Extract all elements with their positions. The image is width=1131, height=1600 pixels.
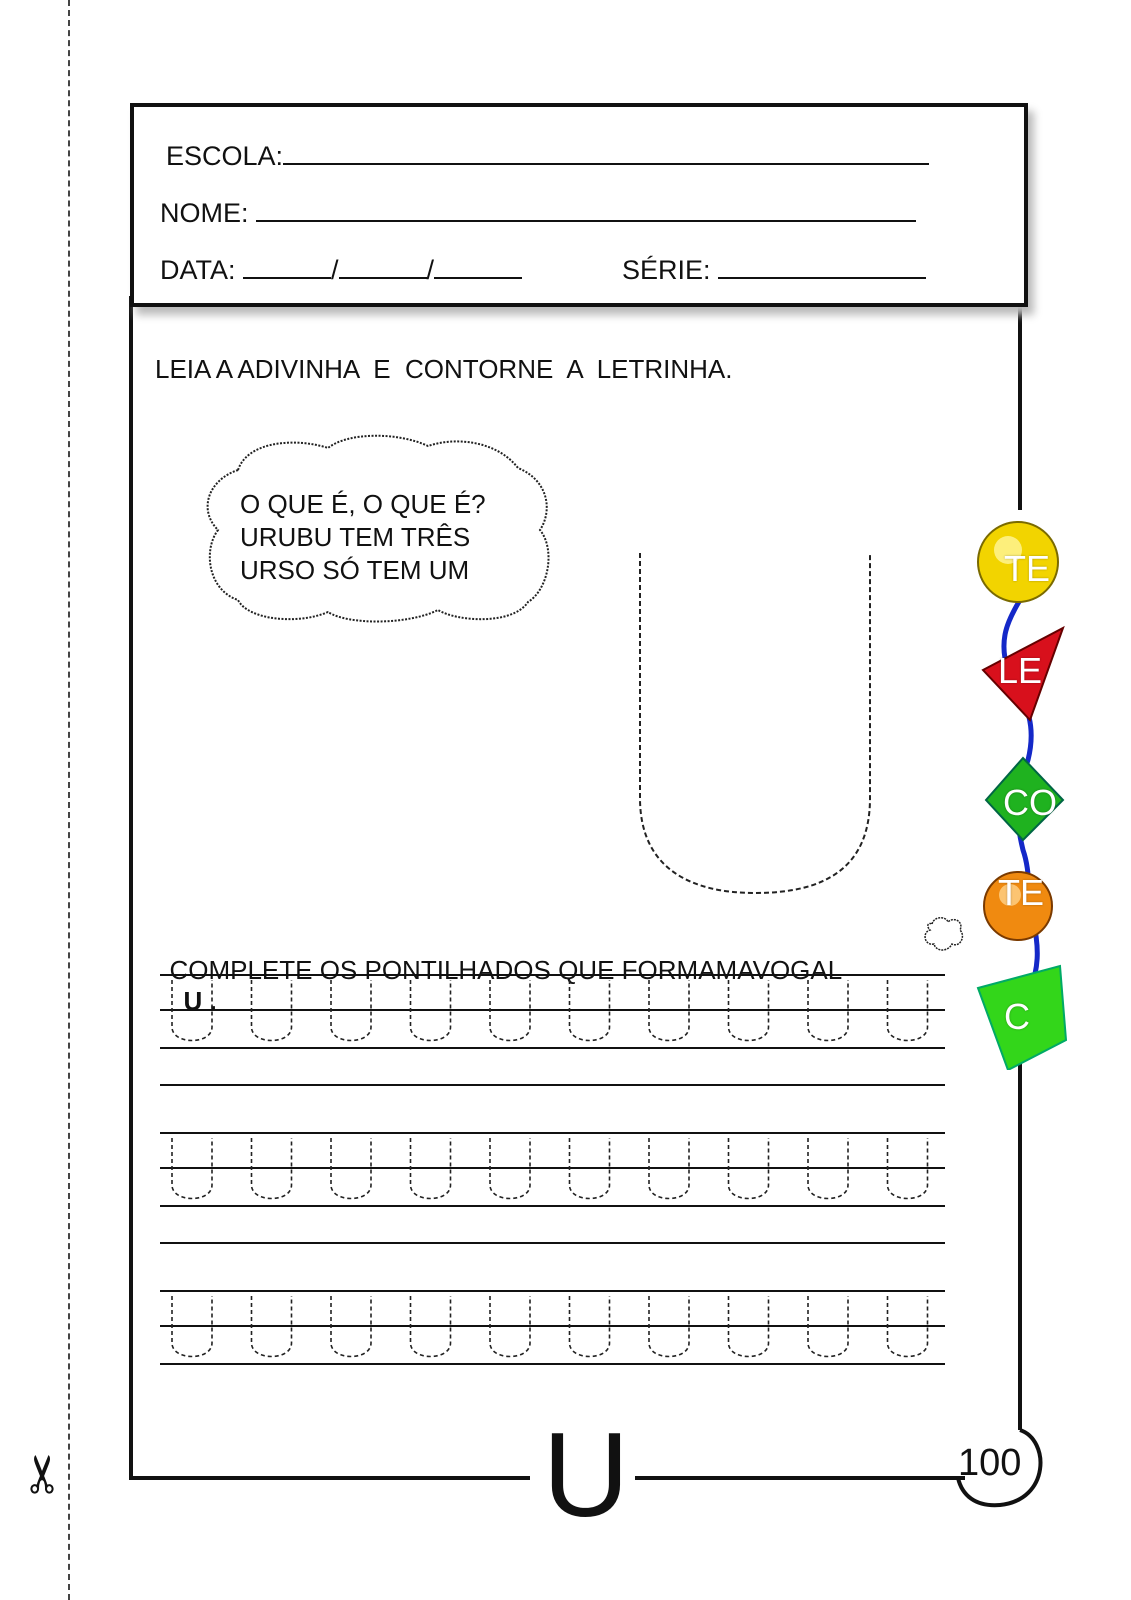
data-year-field[interactable]	[434, 251, 522, 279]
serie-row	[622, 251, 926, 286]
riddle-line: O QUE É, O QUE É?	[240, 489, 486, 519]
riddle-line: URSO SÓ TEM UM	[240, 555, 470, 585]
footer-letter: U	[537, 1415, 635, 1535]
tracing-vowel: U .	[183, 986, 217, 1016]
page-number: 100	[958, 1442, 1022, 1484]
date-separator: /	[426, 255, 435, 285]
small-cloud-icon	[922, 914, 966, 954]
badge-label: CO	[1003, 782, 1057, 823]
escola-row	[166, 137, 929, 172]
nome-row	[160, 194, 916, 229]
tracing-practice-area[interactable]	[160, 960, 950, 1380]
badge-label: LE	[998, 650, 1043, 691]
data-month-field[interactable]	[339, 251, 427, 279]
dotted-letter-u[interactable]	[630, 548, 890, 908]
riddle-instruction: LEIA A ADIVINHA E CONTORNE A LETRINHA.	[155, 354, 733, 384]
data-day-field[interactable]	[243, 251, 331, 279]
nome-label: NOME:	[160, 198, 249, 228]
serie-label: SÉRIE:	[622, 255, 711, 285]
data-label: DATA:	[160, 255, 236, 285]
student-info-box	[130, 103, 1028, 307]
nome-field[interactable]	[256, 194, 916, 222]
data-row	[160, 251, 522, 286]
badge-label: TE	[1004, 548, 1051, 589]
badge-label: C	[1004, 996, 1030, 1037]
riddle-line: URUBU TEM TRÊS	[240, 522, 471, 552]
escola-field[interactable]	[283, 137, 929, 165]
date-separator: /	[331, 255, 339, 285]
escola-label: ESCOLA:	[166, 141, 284, 171]
serie-field[interactable]	[718, 251, 926, 279]
badge-label: TE	[998, 872, 1045, 913]
riddle-text	[240, 488, 486, 587]
scissors-icon: ✂	[14, 1452, 73, 1496]
tracing-instruction-text: COMPLETE OS PONTILHADOS QUE FORMAMAVOGAL	[169, 955, 843, 985]
